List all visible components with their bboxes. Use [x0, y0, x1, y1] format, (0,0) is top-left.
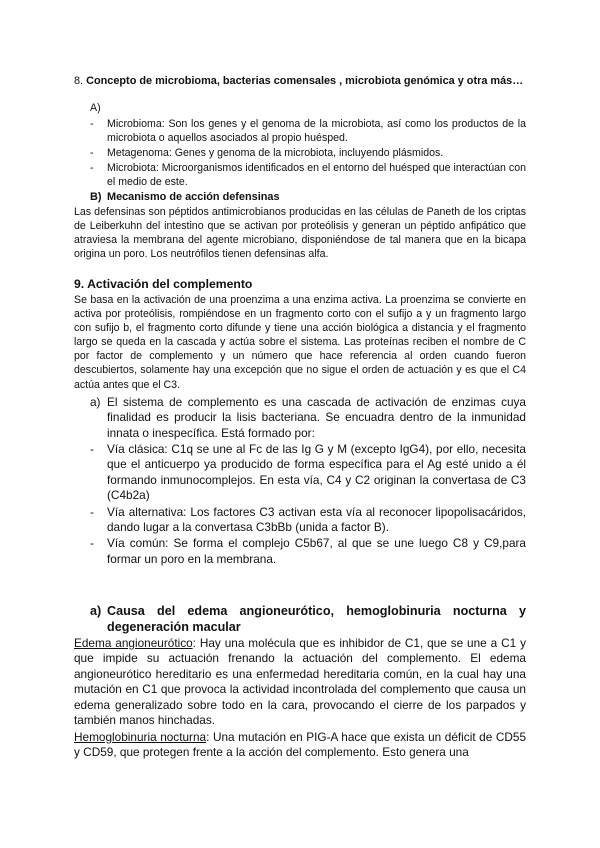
subsection-b-heading	[90, 191, 280, 203]
causa-title-line-2: degeneración macular	[107, 619, 241, 634]
section-9-heading: 9. Activación del complemento	[74, 277, 253, 291]
list-item: - Vía clásica: C1q se une al Fc de las Ig G y M (excepto IgG4), por ello, necesita que el anticuerpo ya producido de forma específica para el Ag esté unido a él formando inmunocomplejos. En esta vía, C4 y C2 originan la convertasa de C3 (C4b2a)	[90, 442, 526, 503]
item-a-text: El sistema de complemento es una cascada de activación de enzimas cuya finalidad es producir la lisis bacteriana. Se encuadra dentro de la inmunidad innata o inespecífica. Está formado por:	[107, 395, 526, 440]
list-item: - Vía alternativa: Los factores C3 activan esta vía al reconocer lipopolisacáridos, dando lugar a la convertasa C3bBb (unida a factor B).	[90, 504, 526, 535]
section-8-title: Concepto de microbioma, bacterias comensales , microbiota genómica y otra más…	[86, 75, 524, 87]
complement-intro-paragraph: Se basa en la activación de una proenzima a una enzima activa. La proenzima se convierte en activa por proteólisis, rompiéndose en un fragmento corto con el sufijo a y un fragmento largo con sufijo b, el fragmento corto difunde y tiene una acción biológica a distancia y el fragmento largo se queda en la cascada y actúa sobre el sistema. Las proteínas reciben el nombre de C por factor de complemento y un número que hace referencia al orden cuando fueron descubiertos, solamente hay una excepción que no sigue el orden de actuación y es que el C4 actúa antes que el C3.	[74, 294, 526, 391]
section-8-number: 8.	[74, 75, 84, 87]
edema-term: Edema angioneurótico	[74, 636, 193, 650]
subsection-b-label: B)	[90, 191, 102, 203]
complement-item-a	[90, 395, 526, 441]
edema-paragraph	[74, 636, 526, 728]
list-item: - Vía común: Se forma el complejo C5b67, al que se une luego C8 y C9,para formar un poro en la membrana.	[90, 536, 526, 566]
causa-title-line-1: Causa del edema angioneurótico, hemoglobinuria nocturna y	[107, 604, 526, 618]
edema-text: : Hay una molécula que es inhibidor de C1, que se une a C1 y que impide su actuación frenando la actuación del complemento. El edema angioneurótico hereditario es una enfermedad hereditaria común, en la cual hay una mutación en C1 que provoca la actividad incontrolada del complemento que causa un edema generalizado sobre todo en la cara, provocando el cierre de los parpados y también manos hinchadas.	[74, 636, 526, 728]
hemoglobinuria-paragraph	[74, 730, 526, 761]
complement-pathways-list	[90, 442, 526, 568]
list-item: - Microbioma: Son los genes y el genoma de la microbiota, así como los productos de la microbiota o aquellos asociados al propio huésped.	[90, 118, 526, 145]
section-8-heading	[74, 74, 526, 88]
subsection-a-label: A)	[90, 102, 101, 114]
microbiome-definitions-list	[90, 117, 526, 190]
list-item: - Metagenoma: Genes y genoma de la microbiota, incluyendo plásmidos.	[90, 147, 444, 160]
causa-heading	[90, 604, 526, 635]
causa-label: a)	[90, 604, 102, 618]
list-item: - Microbiota: Microorganismos identificados en el entorno del huésped que interactúan con el medio de este.	[90, 162, 526, 189]
item-a-label: a)	[90, 395, 101, 409]
hemoglobinuria-text: : Una mutación en PIG-A hace que exista un déficit de CD55 y CD59, que protegen frente a la acción del complemento. Esto genera una	[74, 730, 527, 760]
subsection-b-title: Mecanismo de acción defensinas	[107, 191, 280, 203]
defensinas-paragraph: Las defensinas son péptidos antimicrobianos producidas en las células de Paneth de los criptas de Leiberkuhn del intestino que se activan por proteólisis y generan un péptido anfipático que atraviesa la membrana del agente microbiano, disponiéndose de tal manera que en la bicapa origina un poro. Los neutrófilos tienen defensinas alfa.	[74, 206, 526, 261]
hemoglobinuria-term: Hemoglobinuria nocturna	[74, 730, 207, 744]
